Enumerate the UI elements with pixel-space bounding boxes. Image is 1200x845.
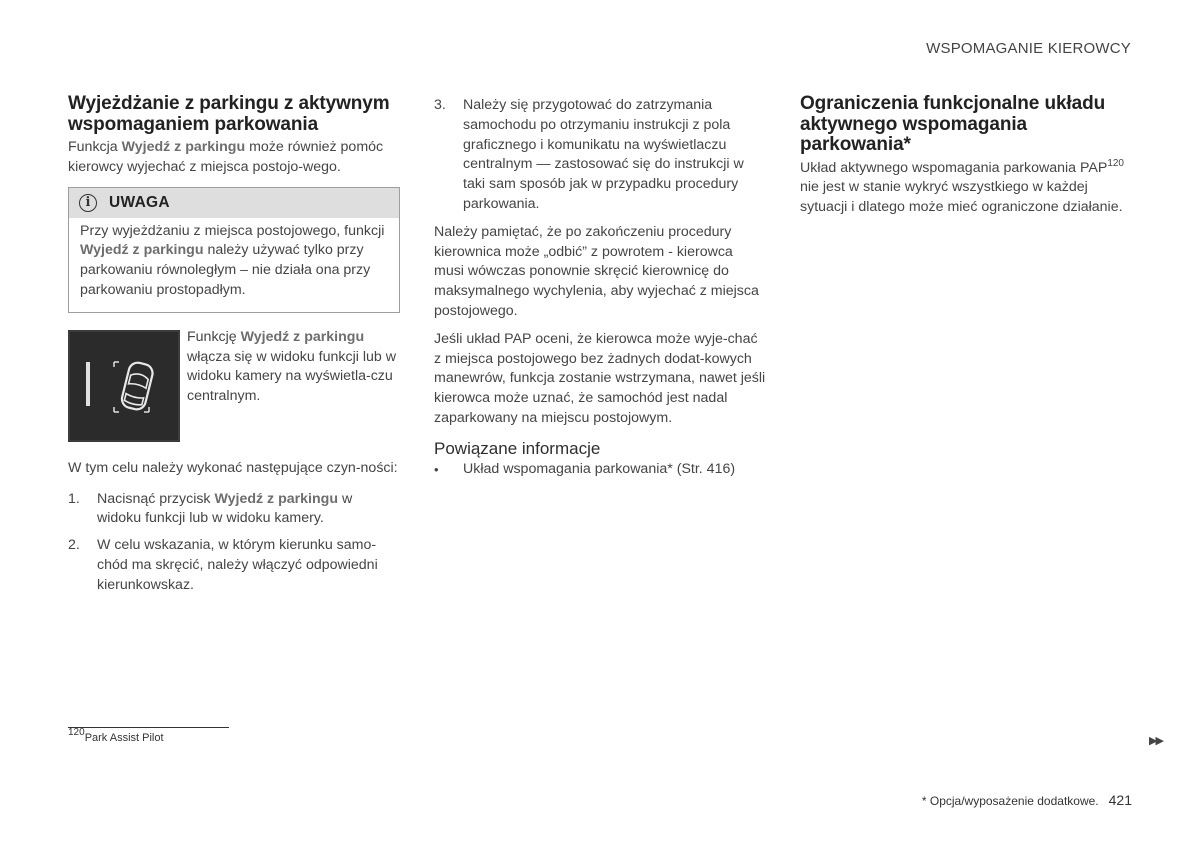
list-item: 3. Należy się przygotować do zatrzymania samochodu po otrzymaniu instrukcji z pola graficznego i komunikatu na wyświetlaczu centralnym — zastosować się do instrukcji w taki sam sposób jak w przypadku procedury parkowania. [434,97,744,212]
info-icon: i [79,194,97,212]
related-link[interactable]: • Układ wspomagania parkowania* (Str. 416) [434,460,766,480]
column-middle [434,96,766,479]
footnote-ref: 120 [1107,157,1124,169]
image-caption: Funkcję Wyjedź z parkingu włącza się w widoku funkcji lub w widoku kamery na wyświetla-czu centralnym. [187,328,396,405]
footnote-divider [68,727,229,728]
paragraph: Jeśli układ PAP oceni, że kierowca może wyje-chać z miejsca postojowego bez żadnych dodat-kowych manewrów, funkcja zostanie wstrzymana, nawet jeśli kierowca może uznać, że samochód jest nadal zaparkowany na miejscu postojowym. [434,330,766,426]
image-row [68,330,400,442]
limitations-paragraph: Układ aktywnego wspomagania parkowania PAP$^{120}$ nie jest w stanie wykryć wszystkiego w każdej sytuacji i dlatego może mieć ograniczone działanie. [800,157,1124,216]
note-box [68,187,400,313]
footer [922,792,1132,808]
note-body: Przy wyjeżdżaniu z miejsca postojowego, funkcji Wyjedź z parkingu należy używać tylko przy parkowaniu równoległym – nie działa ona przy parkowaniu prostopadłym. [80,222,385,298]
column-right [800,94,1132,218]
function-name-highlight: Wyjedź z parkingu [80,242,204,259]
note-header [69,188,399,218]
note-title: UWAGA [109,193,170,211]
paragraph: Należy pamiętać, że po zakończeniu procedury kierownica może „odbić” z powrotem - kierowca musi wówczas ponownie skręcić kierownicę do maksymalnego wychylenia, aby wyjechać z miejsca postojowego. [434,223,759,319]
list-item: 1. Nacisnąć przycisk Wyjedź z parkingu w widoku funkcji lub w widoku kamery. [68,490,353,527]
steps-list-continued [434,96,766,215]
page-number: 421 [1108,792,1132,808]
section-header: WSPOMAGANIE KIEROWCY [926,40,1131,57]
function-name-highlight: Wyjedź z parkingu [121,139,246,155]
column-left [68,94,400,603]
steps-list [68,490,400,596]
intro-paragraph: Funkcja Wyjedź z parkingu może również pomóc kierowcy wyjechać z miejsca postojo-wego. [68,139,384,175]
function-name-highlight: Wyjedź z parkingu [240,328,365,345]
section-title-limitations: Ograniczenia funkcjonalne układu aktywnego wspomagania parkowania* [800,93,1106,155]
exit-parking-button-image [68,330,180,442]
continue-arrow-icon: ▶▶ [1149,735,1162,747]
section-title-exit-parking: Wyjeżdżanie z parkingu z aktywnym wspomaganiem parkowania [68,93,390,135]
list-item: 2. W celu wskazania, w którym kierunku samo-chód ma skręcić, należy włączyć odpowiedni kierunkowskaz. [68,537,378,593]
bullet-icon: • [434,461,439,477]
option-note: * Opcja/wyposażenie dodatkowe. [921,794,1099,808]
related-info-title: Powiązane informacje [434,438,601,458]
steps-intro: W tym celu należy wykonać następujące czyn-ności: [68,459,398,476]
function-name-highlight: Wyjedź z parkingu [214,490,338,507]
car-parking-icon [70,332,178,440]
related-info-list [434,460,766,480]
footnote: $^{120}$Park Assist Pilot [68,727,164,744]
